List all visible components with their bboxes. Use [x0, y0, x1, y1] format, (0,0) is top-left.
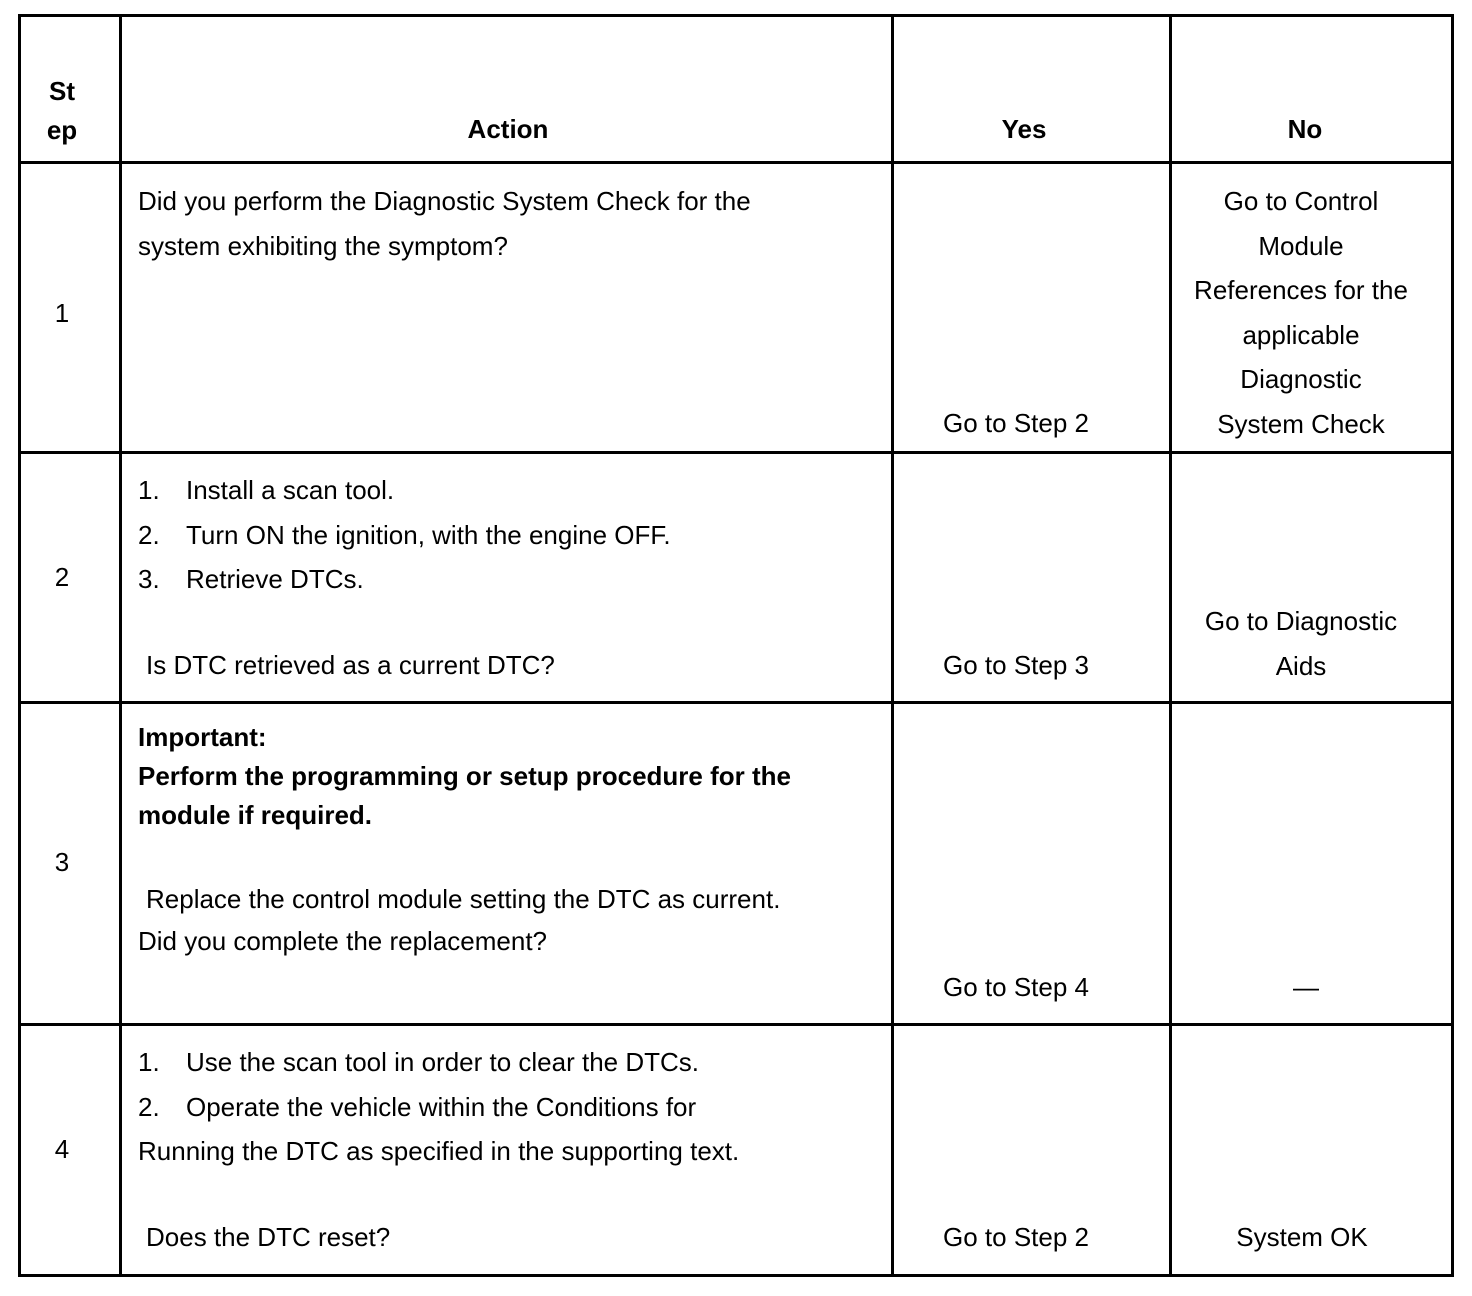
- header-no: No: [1287, 114, 1323, 144]
- header-step: [22, 72, 102, 150]
- action-text: [138, 179, 751, 268]
- table-border-bottom: [18, 1274, 1454, 1277]
- important-line: Perform the programming or setup procedure for the: [138, 761, 791, 791]
- no-cell: —: [1293, 972, 1319, 1002]
- important-line: module if required.: [138, 800, 373, 830]
- row-divider: [18, 451, 1454, 454]
- no-line: Aids: [1275, 650, 1327, 681]
- step-number: 1: [54, 298, 70, 328]
- no-line: applicable: [1242, 319, 1360, 350]
- action-list: [138, 1040, 739, 1174]
- action-line: Replace the control module setting the DTC as current.: [146, 884, 781, 914]
- list-item: [138, 1040, 739, 1085]
- no-line: System Check: [1217, 408, 1385, 439]
- action-line: Did you perform the Diagnostic System Check for the: [138, 186, 751, 216]
- list-text: Retrieve DTCs.: [186, 564, 364, 594]
- yes-cell: Go to Step 2: [943, 408, 1089, 438]
- table-border-right: [1451, 14, 1454, 1277]
- list-item: [138, 1085, 739, 1130]
- action-question: Is DTC retrieved as a current DTC?: [146, 650, 555, 680]
- row-divider: [18, 161, 1454, 164]
- list-text: Install a scan tool.: [186, 475, 395, 505]
- step-number: 3: [54, 847, 70, 877]
- important-note: [138, 718, 791, 835]
- list-text: Turn ON the ignition, with the engine OFF.: [186, 519, 671, 550]
- list-number: 3.: [138, 564, 160, 594]
- header-step-line1: St: [49, 76, 75, 106]
- no-line: Go to Diagnostic: [1204, 606, 1398, 636]
- no-line: Go to Control: [1223, 186, 1379, 216]
- action-line: Did you complete the replacement?: [138, 926, 548, 956]
- action-question: Does the DTC reset?: [146, 1222, 391, 1252]
- no-line: Module: [1258, 230, 1344, 261]
- list-item: [138, 468, 671, 513]
- no-line: References for the: [1194, 275, 1408, 305]
- list-text: Use the scan tool in order to clear the DTCs.: [186, 1047, 700, 1077]
- list-number: 2.: [138, 1091, 160, 1122]
- step-number: 2: [54, 562, 70, 592]
- important-label: Important:: [138, 722, 267, 752]
- list-number: 1.: [138, 1047, 160, 1077]
- list-text: Operate the vehicle within the Conditions for: [186, 1091, 697, 1122]
- list-item: [138, 513, 671, 558]
- list-number: 2.: [138, 519, 160, 550]
- list-number: 1.: [138, 475, 160, 505]
- header-action: Action: [467, 114, 549, 144]
- no-cell: [1168, 599, 1434, 688]
- header-yes: Yes: [1001, 114, 1047, 144]
- action-list: [138, 468, 671, 602]
- table-border-left: [18, 14, 21, 1277]
- no-line: Diagnostic: [1240, 364, 1362, 394]
- row-divider: [18, 1023, 1454, 1026]
- no-cell: System OK: [1236, 1222, 1368, 1252]
- table-border-top: [18, 14, 1454, 17]
- list-item: [138, 557, 671, 602]
- list-continuation: Running the DTC as specified in the supporting text.: [138, 1136, 740, 1166]
- yes-cell: Go to Step 4: [943, 972, 1089, 1002]
- yes-cell: Go to Step 3: [943, 650, 1089, 680]
- step-number: 4: [54, 1134, 70, 1164]
- header-step-line2: ep: [46, 115, 78, 145]
- no-cell: [1168, 179, 1434, 446]
- column-divider: [119, 14, 122, 1277]
- yes-cell: Go to Step 2: [943, 1222, 1089, 1252]
- row-divider: [18, 701, 1454, 704]
- action-line: system exhibiting the symptom?: [138, 230, 508, 261]
